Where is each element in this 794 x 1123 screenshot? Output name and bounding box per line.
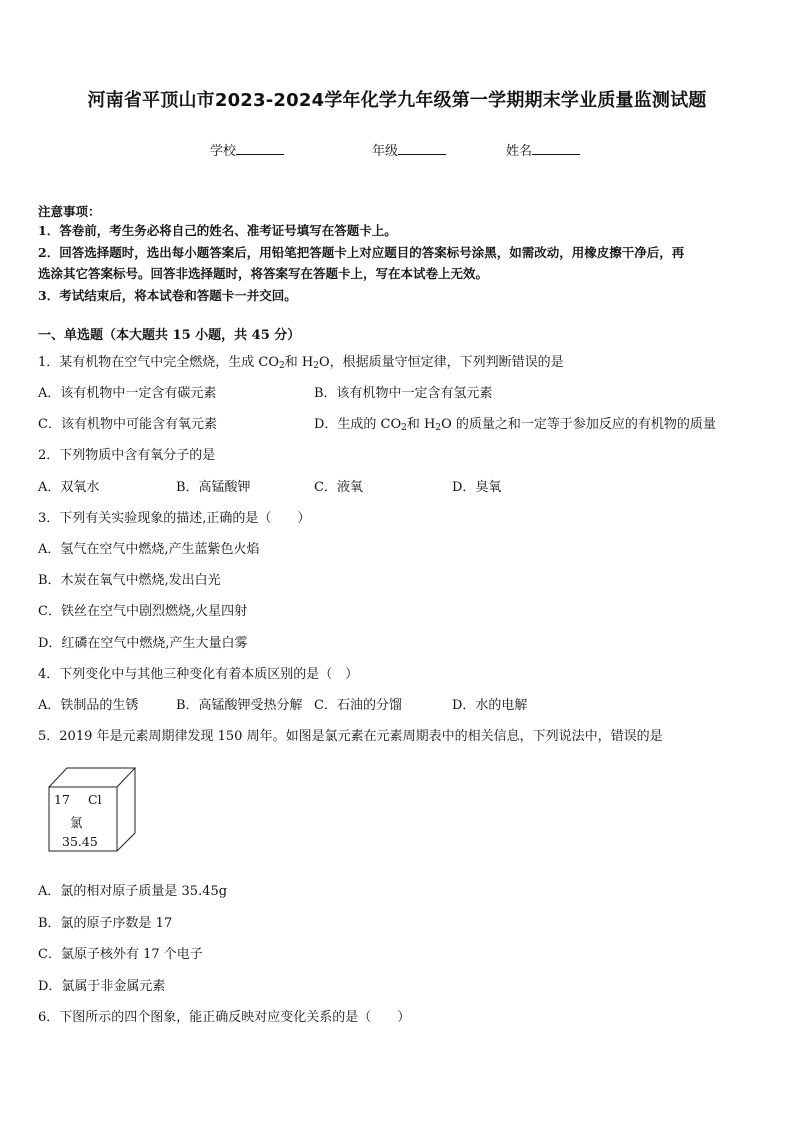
q1-stem-part: 1．某有机物在空气中完全燃烧，生成 CO xyxy=(38,355,280,370)
atomic-number: 17 xyxy=(54,792,70,807)
subscript: 2 xyxy=(313,361,319,371)
q3-option-c[interactable]: C．铁丝在空气中剧烈燃烧,火星四射 xyxy=(38,604,248,619)
section-heading: 一、单选题（本大题共 15 小题，共 45 分） xyxy=(38,328,301,343)
q4-option-d[interactable]: D．水的电解 xyxy=(452,698,528,713)
question-4-stem: 4．下列变化中与其他三种变化有着本质区别的是（ ） xyxy=(38,667,359,682)
name-label: 姓名 xyxy=(506,144,533,159)
name-blank[interactable] xyxy=(532,142,580,155)
q1-option-b[interactable]: B．该有机物中一定含有氢元素 xyxy=(314,386,493,401)
q4-option-a[interactable]: A．铁制品的生锈 xyxy=(38,698,139,713)
q1-stem-part: 和 H xyxy=(284,355,314,370)
q5-option-a[interactable]: A．氯的相对原子质量是 35.45g xyxy=(38,884,228,899)
grade-field[interactable] xyxy=(372,140,446,159)
q5-option-c[interactable]: C．氯原子核外有 17 个电子 xyxy=(38,947,203,962)
notes-item-2: 2．回答选择题时，选出每小题答案后，用铅笔把答题卡上对应题目的答案标号涂黑，如需改动，用橡皮擦干净后，再 xyxy=(38,245,685,260)
q4-option-c[interactable]: C．石油的分馏 xyxy=(314,698,402,713)
q2-option-c[interactable]: C．液氧 xyxy=(314,480,363,495)
cube-side-face xyxy=(117,768,135,851)
subscript: 2 xyxy=(279,361,285,371)
school-label: 学校 xyxy=(210,144,237,159)
notes-item-1: 1．答卷前，考生务必将自己的姓名、准考证号填写在答题卡上。 xyxy=(38,223,397,238)
q3-option-d[interactable]: D．红磷在空气中燃烧,产生大量白雾 xyxy=(38,636,248,651)
question-2-stem: 2．下列物质中含有氧分子的是 xyxy=(38,448,216,463)
q1-option-a[interactable]: A．该有机物中一定含有碳元素 xyxy=(38,386,217,401)
question-6-stem: 6．下图所示的四个图象，能正确反映对应变化关系的是（ ） xyxy=(38,1010,411,1025)
element-cell-chlorine xyxy=(46,765,138,853)
name-field[interactable] xyxy=(506,140,580,159)
notes-heading: 注意事项： xyxy=(38,204,101,219)
q5-option-d[interactable]: D．氯属于非金属元素 xyxy=(38,979,166,994)
q1-option-d[interactable] xyxy=(314,416,716,434)
question-5-stem: 5．2019 年是元素周期律发现 150 周年。如图是氯元素在元素周期表中的相关信息，下列说法中，错误的是 xyxy=(38,729,663,744)
q5-option-b[interactable]: B．氯的原子序数是 17 xyxy=(38,916,173,931)
q2-option-b[interactable]: B．高锰酸钾 xyxy=(176,480,251,495)
q3-option-b[interactable]: B．木炭在氧气中燃烧,发出白光 xyxy=(38,573,221,588)
q1-d-part: O 的质量之和一定等于参加反应的有机物的质量 xyxy=(441,417,716,432)
q1-option-c[interactable]: C．该有机物中可能含有氧元素 xyxy=(38,417,217,432)
q1-stem-part: O，根据质量守恒定律，下列判断错误的是 xyxy=(318,355,564,370)
notes-item-3: 3．考试结束后，将本试卷和答题卡一并交回。 xyxy=(38,288,297,303)
q1-d-part: D．生成的 CO xyxy=(314,417,402,432)
q2-option-d[interactable]: D．臭氧 xyxy=(452,480,502,495)
subscript: 2 xyxy=(401,423,407,433)
cube-top-face xyxy=(49,768,135,787)
school-blank[interactable] xyxy=(236,142,284,155)
notes-item-2-cont: 选涂其它答案标号。回答非选择题时，将答案写在答题卡上，写在本试卷上无效。 xyxy=(38,266,489,281)
atomic-mass: 35.45 xyxy=(62,834,98,849)
question-3-stem: 3．下列有关实验现象的描述,正确的是（ ） xyxy=(38,511,311,526)
question-1-stem xyxy=(38,354,564,372)
grade-blank[interactable] xyxy=(398,142,446,155)
page-title: 河南省平顶山市2023-2024学年化学九年级第一学期期末学业质量监测试题 xyxy=(87,90,707,111)
q2-option-a[interactable]: A．双氧水 xyxy=(38,480,100,495)
q4-option-b[interactable]: B．高锰酸钾受热分解 xyxy=(176,698,303,713)
element-name: 氯 xyxy=(70,815,83,830)
subscript: 2 xyxy=(435,423,442,433)
q3-option-a[interactable]: A．氢气在空气中燃烧,产生蓝紫色火焰 xyxy=(38,542,260,557)
school-field[interactable] xyxy=(210,140,284,159)
grade-label: 年级 xyxy=(372,144,399,159)
q1-d-part: 和 H xyxy=(406,417,436,432)
element-symbol: Cl xyxy=(88,792,102,807)
